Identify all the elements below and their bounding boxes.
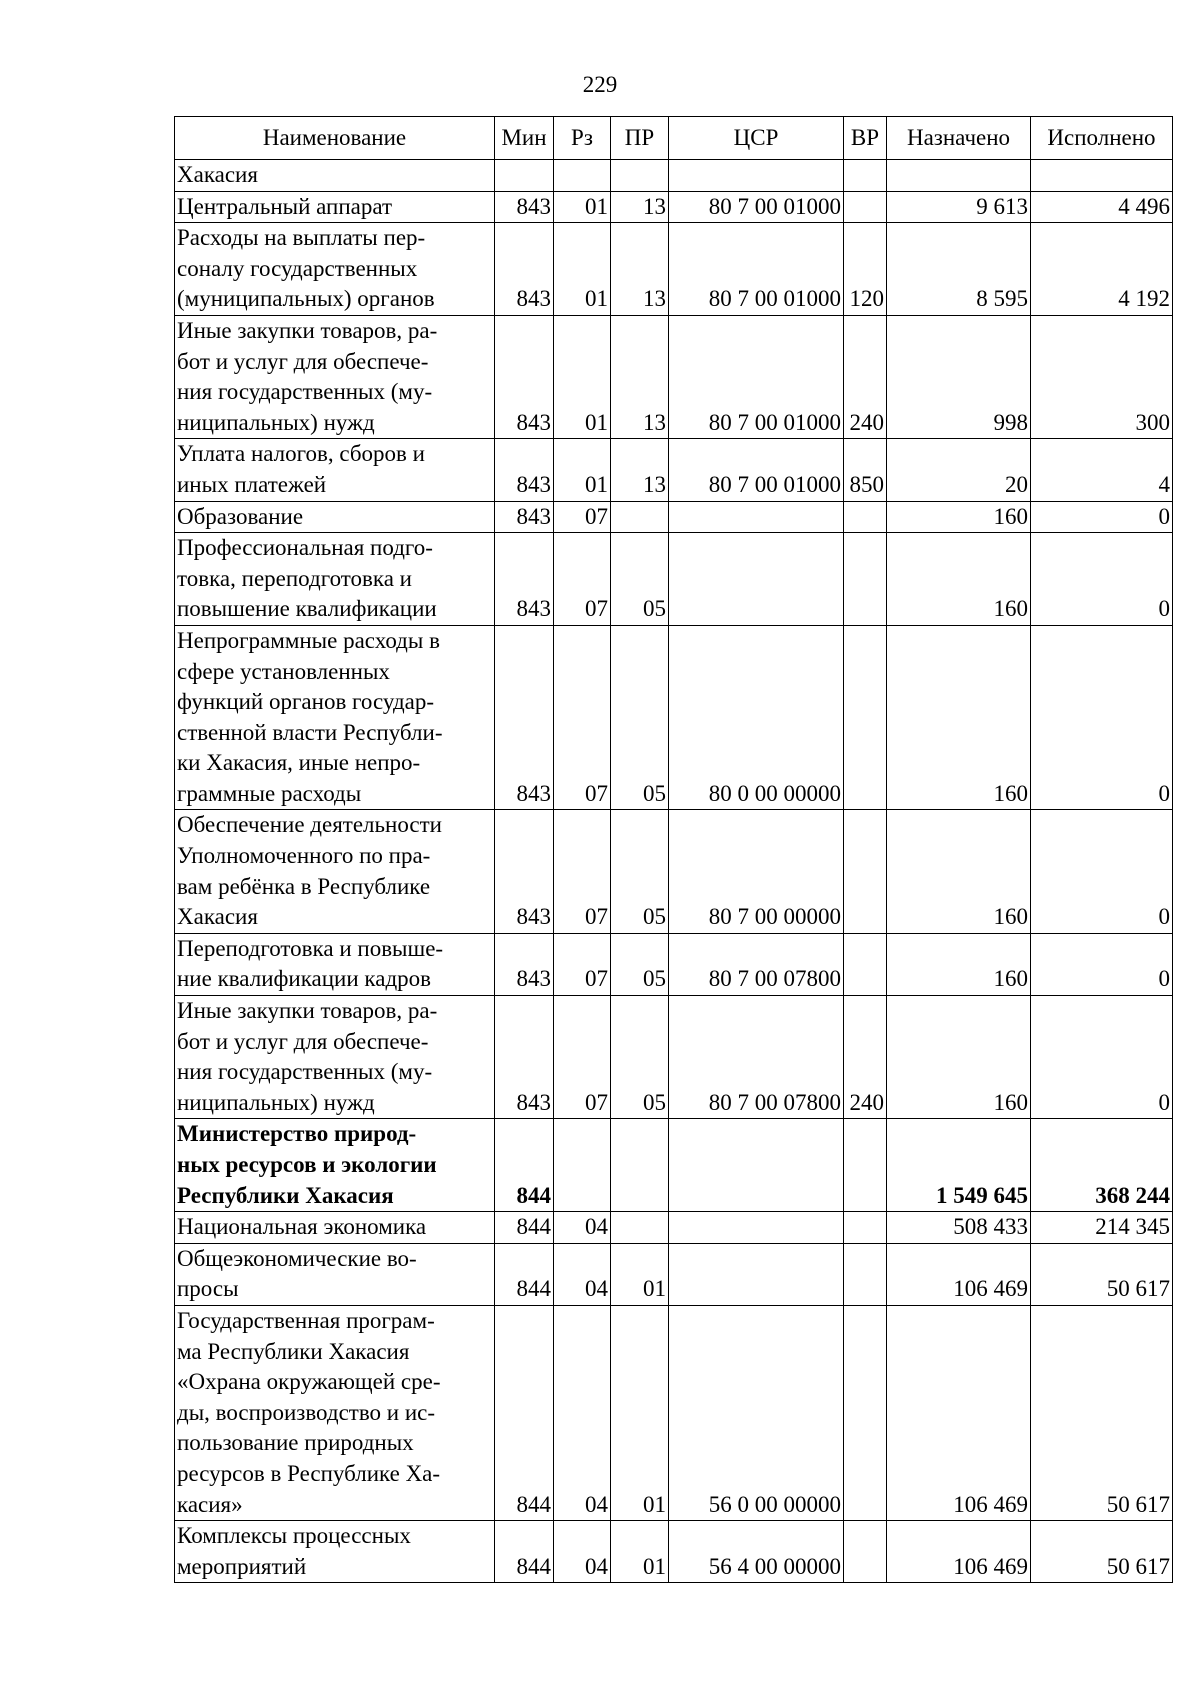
row-name-cell: Общеэкономические во- просы xyxy=(175,1243,495,1305)
row-name-cell: Национальная экономика xyxy=(175,1212,495,1244)
row-rz-cell xyxy=(554,160,611,192)
row-assigned-cell: 20 xyxy=(887,439,1031,501)
row-min-cell xyxy=(495,160,554,192)
row-executed-cell: 368 244 xyxy=(1031,1119,1173,1212)
row-executed-cell: 50 617 xyxy=(1031,1521,1173,1583)
row-assigned-cell: 508 433 xyxy=(887,1212,1031,1244)
row-executed-cell: 214 345 xyxy=(1031,1212,1173,1244)
row-csr-cell: 80 7 00 00000 xyxy=(669,810,844,933)
row-name-cell: Уплата налогов, сборов и иных платежей xyxy=(175,439,495,501)
row-pr-cell: 01 xyxy=(611,1521,669,1583)
row-pr-cell: 05 xyxy=(611,996,669,1119)
row-name-cell: Иные закупки товаров, ра- бот и услуг для обеспече- ния государственных (му- ниципальных) нужд xyxy=(175,996,495,1119)
row-executed-cell: 0 xyxy=(1031,501,1173,533)
row-vr-cell: 240 xyxy=(844,996,887,1119)
row-assigned-cell: 998 xyxy=(887,315,1031,438)
row-vr-cell xyxy=(844,501,887,533)
row-executed-cell xyxy=(1031,160,1173,192)
row-name-cell: Комплексы процессных мероприятий xyxy=(175,1521,495,1583)
table-row xyxy=(175,1119,1173,1212)
row-executed-cell: 4 xyxy=(1031,439,1173,501)
row-csr-cell: 80 7 00 01000 xyxy=(669,315,844,438)
row-min-cell: 843 xyxy=(495,933,554,995)
row-min-cell: 843 xyxy=(495,625,554,810)
row-csr-cell: 80 7 00 07800 xyxy=(669,933,844,995)
row-rz-cell: 04 xyxy=(554,1212,611,1244)
row-assigned-cell xyxy=(887,160,1031,192)
row-csr-cell: 56 4 00 00000 xyxy=(669,1521,844,1583)
row-min-cell: 844 xyxy=(495,1119,554,1212)
table-row xyxy=(175,533,1173,626)
row-vr-cell xyxy=(844,625,887,810)
row-assigned-cell: 106 469 xyxy=(887,1305,1031,1520)
row-rz-cell xyxy=(554,1119,611,1212)
row-rz-cell: 04 xyxy=(554,1243,611,1305)
row-name-cell: Центральный аппарат xyxy=(175,191,495,223)
table-row xyxy=(175,223,1173,316)
row-vr-cell xyxy=(844,1521,887,1583)
row-rz-cell: 07 xyxy=(554,501,611,533)
row-name-cell: Расходы на выплаты пер- соналу государственных (муниципальных) органов xyxy=(175,223,495,316)
row-pr-cell: 13 xyxy=(611,223,669,316)
row-pr-cell: 01 xyxy=(611,1305,669,1520)
row-vr-cell xyxy=(844,1119,887,1212)
table-row xyxy=(175,1305,1173,1520)
row-assigned-cell: 106 469 xyxy=(887,1521,1031,1583)
row-csr-cell: 56 0 00 00000 xyxy=(669,1305,844,1520)
row-executed-cell: 0 xyxy=(1031,810,1173,933)
table-row xyxy=(175,501,1173,533)
row-name-cell: Переподготовка и повыше- ние квалификации кадров xyxy=(175,933,495,995)
table-row xyxy=(175,1212,1173,1244)
table-header-row xyxy=(175,117,1173,160)
row-csr-cell: 80 7 00 07800 xyxy=(669,996,844,1119)
col-header-min: Мин xyxy=(495,117,554,160)
row-rz-cell: 04 xyxy=(554,1305,611,1520)
col-header-vr: ВР xyxy=(844,117,887,160)
row-vr-cell xyxy=(844,160,887,192)
table-row xyxy=(175,933,1173,995)
row-pr-cell: 05 xyxy=(611,810,669,933)
row-pr-cell: 05 xyxy=(611,625,669,810)
row-name-cell: Хакасия xyxy=(175,160,495,192)
row-pr-cell xyxy=(611,1212,669,1244)
row-vr-cell xyxy=(844,810,887,933)
row-min-cell: 844 xyxy=(495,1305,554,1520)
row-assigned-cell: 160 xyxy=(887,501,1031,533)
table-row xyxy=(175,191,1173,223)
row-pr-cell xyxy=(611,160,669,192)
row-rz-cell: 01 xyxy=(554,191,611,223)
table-row xyxy=(175,439,1173,501)
row-min-cell: 843 xyxy=(495,533,554,626)
row-vr-cell: 240 xyxy=(844,315,887,438)
row-name-cell: Обеспечение деятельности Уполномоченного по пра- вам ребёнка в Республике Хакасия xyxy=(175,810,495,933)
row-min-cell: 843 xyxy=(495,501,554,533)
row-pr-cell: 05 xyxy=(611,933,669,995)
row-rz-cell: 07 xyxy=(554,625,611,810)
row-csr-cell xyxy=(669,1212,844,1244)
col-header-csr: ЦСР xyxy=(669,117,844,160)
col-header-pr: ПР xyxy=(611,117,669,160)
row-min-cell: 843 xyxy=(495,223,554,316)
row-name-cell: Государственная програм- ма Республики Хакасия «Охрана окружающей сре- ды, воспроизводство и ис- пользование природных ресурсов в Республике Ха- касия» xyxy=(175,1305,495,1520)
row-csr-cell xyxy=(669,1243,844,1305)
row-rz-cell: 04 xyxy=(554,1521,611,1583)
row-vr-cell xyxy=(844,1212,887,1244)
row-vr-cell xyxy=(844,191,887,223)
row-vr-cell: 120 xyxy=(844,223,887,316)
row-executed-cell: 4 192 xyxy=(1031,223,1173,316)
row-assigned-cell: 160 xyxy=(887,625,1031,810)
row-executed-cell: 0 xyxy=(1031,933,1173,995)
row-rz-cell: 01 xyxy=(554,223,611,316)
row-vr-cell xyxy=(844,533,887,626)
row-pr-cell xyxy=(611,501,669,533)
row-min-cell: 844 xyxy=(495,1521,554,1583)
row-csr-cell: 80 7 00 01000 xyxy=(669,223,844,316)
row-assigned-cell: 8 595 xyxy=(887,223,1031,316)
row-pr-cell xyxy=(611,1119,669,1212)
table-row xyxy=(175,1243,1173,1305)
table-row xyxy=(175,315,1173,438)
row-name-cell: Непрограммные расходы в сфере установленных функций органов государ- ственной власти Республи- ки Хакасия, иные непро- граммные расходы xyxy=(175,625,495,810)
budget-table xyxy=(174,116,1173,1583)
row-name-cell: Профессиональная подго- товка, переподготовка и повышение квалификации xyxy=(175,533,495,626)
row-min-cell: 843 xyxy=(495,810,554,933)
table-row xyxy=(175,1521,1173,1583)
row-pr-cell: 01 xyxy=(611,1243,669,1305)
row-min-cell: 844 xyxy=(495,1212,554,1244)
row-csr-cell: 80 7 00 01000 xyxy=(669,191,844,223)
row-name-cell: Министерство природ- ных ресурсов и экологии Республики Хакасия xyxy=(175,1119,495,1212)
page-number: 229 xyxy=(582,72,618,97)
row-min-cell: 843 xyxy=(495,315,554,438)
table-body xyxy=(175,160,1173,1583)
row-vr-cell: 850 xyxy=(844,439,887,501)
row-assigned-cell: 9 613 xyxy=(887,191,1031,223)
table-row xyxy=(175,625,1173,810)
row-executed-cell: 0 xyxy=(1031,996,1173,1119)
row-vr-cell xyxy=(844,1305,887,1520)
row-assigned-cell: 160 xyxy=(887,996,1031,1119)
row-csr-cell xyxy=(669,501,844,533)
row-csr-cell: 80 7 00 01000 xyxy=(669,439,844,501)
row-rz-cell: 07 xyxy=(554,810,611,933)
table-row xyxy=(175,810,1173,933)
row-pr-cell: 13 xyxy=(611,439,669,501)
row-executed-cell: 300 xyxy=(1031,315,1173,438)
table-row xyxy=(175,996,1173,1119)
row-min-cell: 843 xyxy=(495,439,554,501)
row-vr-cell xyxy=(844,933,887,995)
row-executed-cell: 50 617 xyxy=(1031,1243,1173,1305)
row-rz-cell: 07 xyxy=(554,533,611,626)
row-assigned-cell: 106 469 xyxy=(887,1243,1031,1305)
row-csr-cell: 80 0 00 00000 xyxy=(669,625,844,810)
row-min-cell: 843 xyxy=(495,996,554,1119)
table-row xyxy=(175,160,1173,192)
row-assigned-cell: 160 xyxy=(887,933,1031,995)
row-assigned-cell: 160 xyxy=(887,810,1031,933)
row-name-cell: Образование xyxy=(175,501,495,533)
row-csr-cell xyxy=(669,1119,844,1212)
row-min-cell: 843 xyxy=(495,191,554,223)
row-pr-cell: 13 xyxy=(611,315,669,438)
row-min-cell: 844 xyxy=(495,1243,554,1305)
row-rz-cell: 01 xyxy=(554,315,611,438)
col-header-executed: Исполнено xyxy=(1031,117,1173,160)
row-rz-cell: 01 xyxy=(554,439,611,501)
row-csr-cell xyxy=(669,533,844,626)
row-executed-cell: 4 496 xyxy=(1031,191,1173,223)
row-executed-cell: 0 xyxy=(1031,533,1173,626)
col-header-name: Наименование xyxy=(175,117,495,160)
row-vr-cell xyxy=(844,1243,887,1305)
col-header-rz: Рз xyxy=(554,117,611,160)
row-assigned-cell: 160 xyxy=(887,533,1031,626)
row-csr-cell xyxy=(669,160,844,192)
row-pr-cell: 13 xyxy=(611,191,669,223)
col-header-assigned: Назначено xyxy=(887,117,1031,160)
row-assigned-cell: 1 549 645 xyxy=(887,1119,1031,1212)
row-executed-cell: 0 xyxy=(1031,625,1173,810)
row-rz-cell: 07 xyxy=(554,996,611,1119)
row-pr-cell: 05 xyxy=(611,533,669,626)
row-rz-cell: 07 xyxy=(554,933,611,995)
row-name-cell: Иные закупки товаров, ра- бот и услуг для обеспече- ния государственных (му- ниципальных) нужд xyxy=(175,315,495,438)
row-executed-cell: 50 617 xyxy=(1031,1305,1173,1520)
